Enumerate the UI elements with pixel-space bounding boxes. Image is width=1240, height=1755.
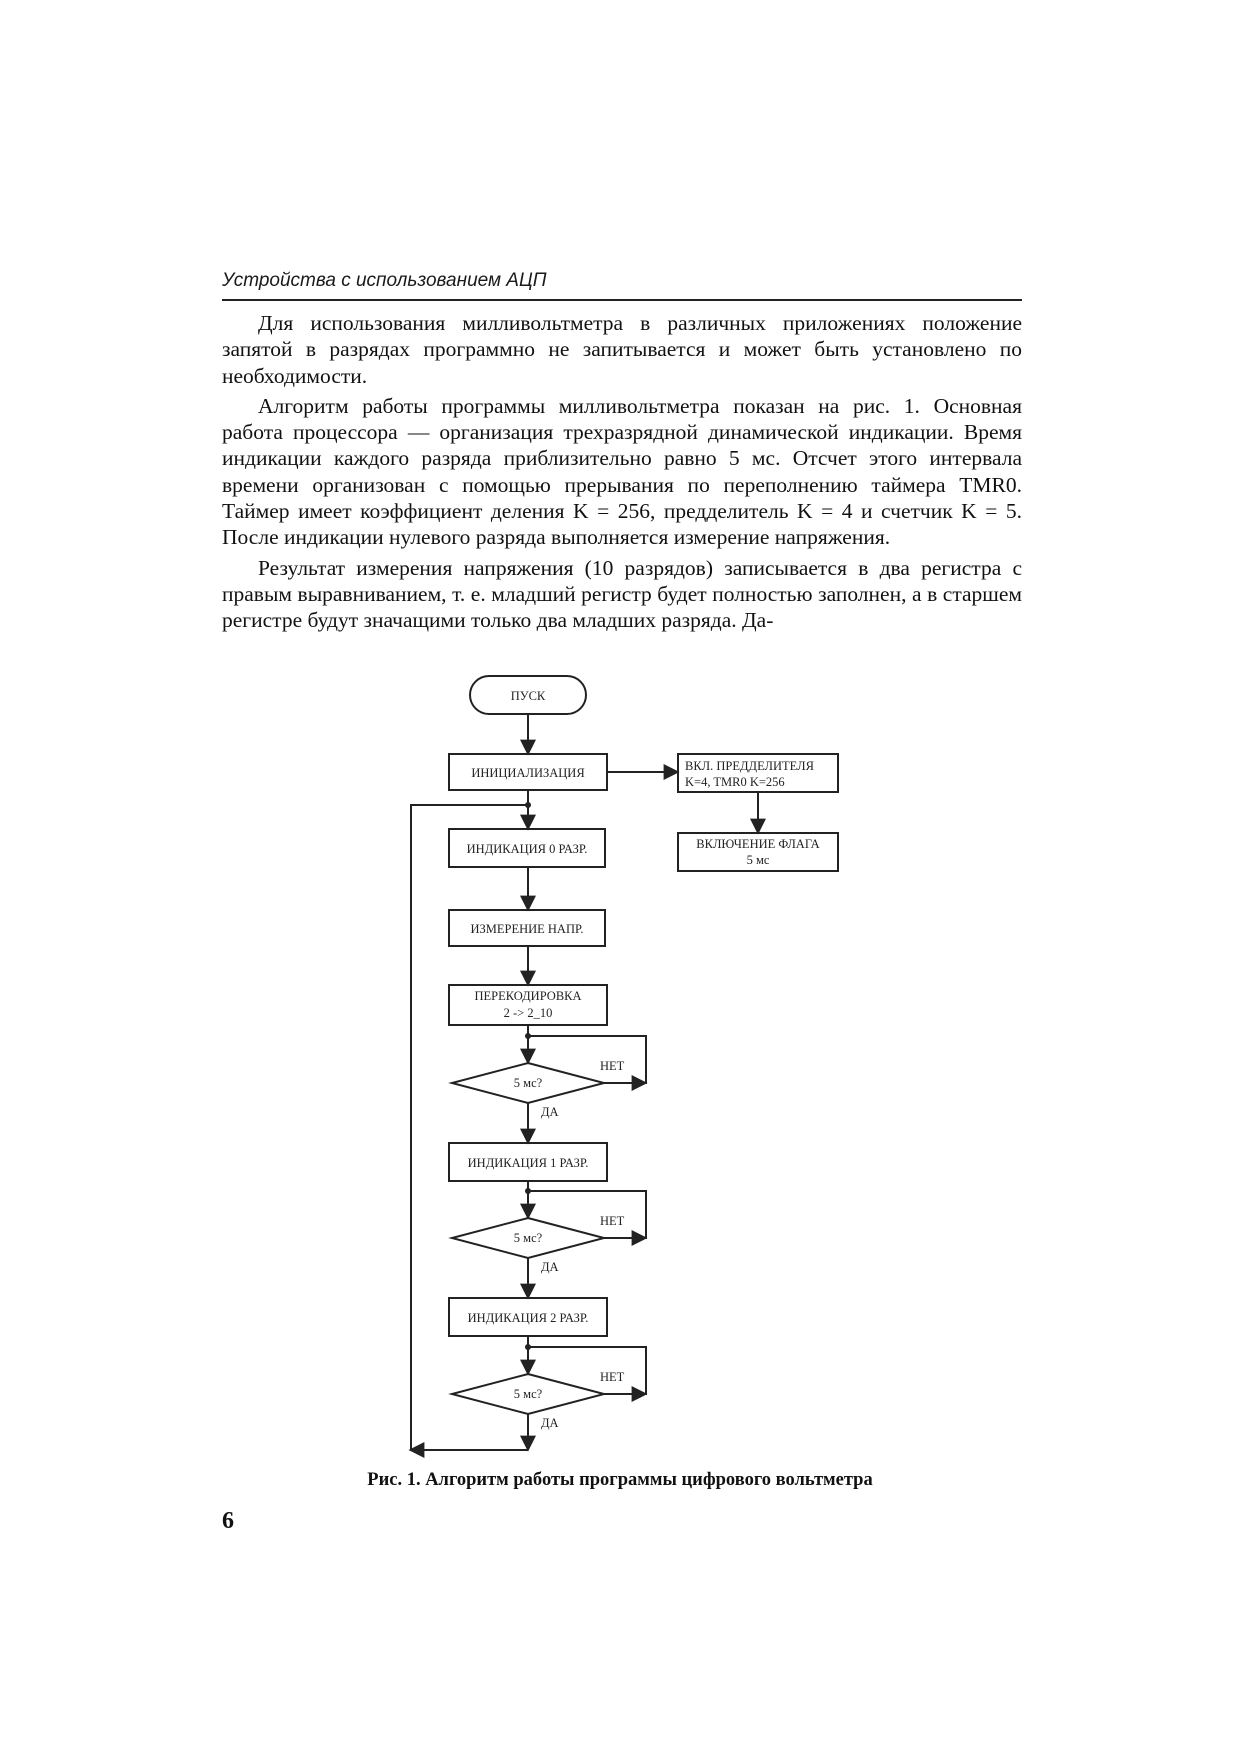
yes-label-1: ДА bbox=[541, 1105, 559, 1119]
flowchart-labels bbox=[467, 689, 820, 1430]
flag-label-line1: ВКЛЮЧЕНИЕ ФЛАГА bbox=[696, 837, 820, 851]
decision3-label: 5 мс? bbox=[513, 1387, 543, 1401]
paragraph-1: Для использования милливольтметра в различных приложениях положение запятой в разрядах программно не запитывается и может быть установлено по необходимости. bbox=[222, 311, 1022, 388]
junction-dot bbox=[525, 1033, 531, 1039]
decision1-label: 5 мс? bbox=[513, 1076, 543, 1090]
junction-dot bbox=[525, 802, 531, 808]
recode-label-line1: ПЕРЕКОДИРОВКА bbox=[474, 989, 582, 1003]
yes-label-3: ДА bbox=[541, 1416, 559, 1430]
decision2-label: 5 мс? bbox=[513, 1231, 543, 1245]
junction-dot bbox=[525, 1188, 531, 1194]
no-label-1: НЕТ bbox=[600, 1059, 625, 1073]
running-header-title: Устройства с использованием АЦП bbox=[222, 270, 547, 291]
no-label-3: НЕТ bbox=[600, 1370, 625, 1384]
init-label: ИНИЦИАЛИЗАЦИЯ bbox=[471, 766, 585, 780]
paragraph-3: Результат измерения напряжения (10 разрядов) записывается в два регистра с правым выравниванием, т. е. младший регистр будет полностью заполнен, а в старшем регистре будут значащими только два младших разряда. Да- bbox=[222, 555, 1022, 633]
flag-label-line2: 5 мс bbox=[746, 853, 770, 867]
measure-label: ИЗМЕРЕНИЕ НАПР. bbox=[470, 922, 584, 936]
paragraph-2: Алгоритм работы программы милливольтметра показан на рис. 1. Основная работа процессора — организация трехразрядной динамической индикации. Время индикации каждого разряда приблизительно равно 5 мс. Отсчет этого интервала времени организован с помощью прерывания по переполнению таймера TMR0. Таймер имеет коэффициент деления K = 256, предделитель K = 4 и счетчик K = 5. После индикации нулевого разряда выполняется измерение напряжения. bbox=[222, 393, 1022, 550]
recode-label-line2: 2 -> 2_10 bbox=[503, 1006, 553, 1020]
main-loop-return bbox=[411, 805, 528, 1450]
start-label: ПУСК bbox=[510, 689, 546, 703]
display2-label: ИНДИКАЦИЯ 2 РАЗР. bbox=[467, 1311, 589, 1325]
prescaler-label-line2: K=4, TMR0 K=256 bbox=[685, 775, 785, 789]
figure-caption: Рис. 1. Алгоритм работы программы цифрового вольтметра bbox=[367, 1470, 873, 1490]
yes-label-2: ДА bbox=[541, 1260, 559, 1274]
prescaler-label-line1: ВКЛ. ПРЕДДЕЛИТЕЛЯ bbox=[685, 759, 814, 773]
display0-label: ИНДИКАЦИЯ 0 РАЗР. bbox=[466, 842, 588, 856]
display1-label: ИНДИКАЦИЯ 1 РАЗР. bbox=[467, 1156, 589, 1170]
junction-dot bbox=[525, 1344, 531, 1350]
no-label-2: НЕТ bbox=[600, 1214, 625, 1228]
page-number: 6 bbox=[222, 1508, 234, 1534]
